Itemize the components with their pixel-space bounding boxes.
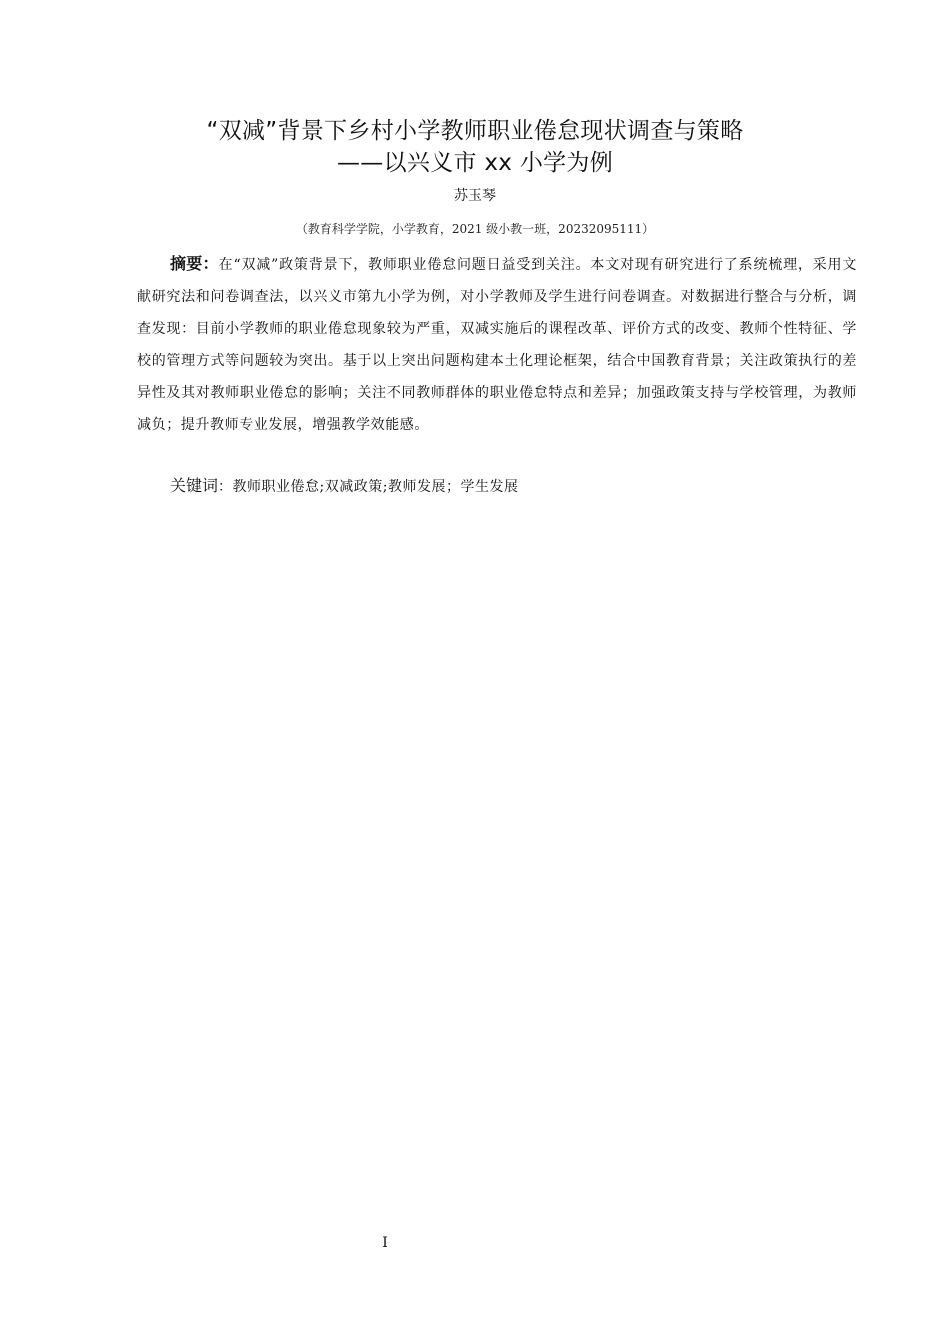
abstract-label: 摘要： bbox=[170, 254, 219, 273]
keywords-separator: ： bbox=[218, 479, 233, 495]
abstract bbox=[137, 248, 857, 441]
paper-subtitle: ——以兴义市 xx 小学为例 bbox=[336, 150, 614, 176]
keywords-label: 关键词 bbox=[170, 476, 219, 495]
paper-title: “双减”背景下乡村小学教师职业倦怠现状调查与策略 bbox=[206, 118, 744, 144]
keywords bbox=[170, 472, 860, 501]
author-name: 苏玉琴 bbox=[454, 188, 496, 204]
page-number: I bbox=[382, 1235, 388, 1251]
abstract-text: 在“双减”政策背景下，教师职业倦怠问题日益受到关注。本文对现有研究进行了系统梳理，采用文献研究法和问卷调查法，以兴义市第九小学为例，对小学教师及学生进行问卷调查。对数据进行整合与分析，调查发现：目前小学教师的职业倦怠现象较为严重，双减实施后的课程改革、评价方式的改变、教师个性特征、学校的管理方式等问题较为突出。基于以上突出问题构建本土化理论框架，结合中国教育背景；关注政策执行的差异性及其对教师职业倦怠的影响；关注不同教师群体的职业倦怠特点和差异；加强政策支持与学校管理，为教师减负；提升教师专业发展，增强教学效能感。 bbox=[137, 257, 857, 433]
author-affiliation: （教育科学学院，小学教育，2021 级小教一班，20232095111） bbox=[295, 222, 655, 236]
keywords-text: 教师职业倦怠;双减政策;教师发展；学生发展 bbox=[232, 479, 519, 495]
